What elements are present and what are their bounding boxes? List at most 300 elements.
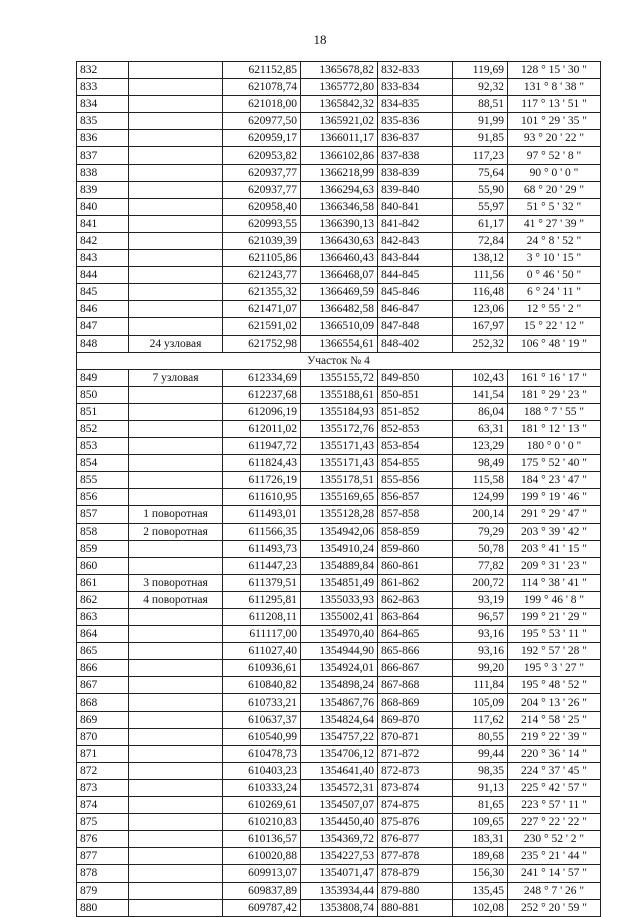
point-type-cell bbox=[129, 386, 223, 403]
point-number-cell: 877 bbox=[77, 848, 129, 865]
length-cell: 55,90 bbox=[453, 181, 508, 198]
y-coordinate-cell: 1366390,13 bbox=[301, 215, 378, 232]
y-coordinate-cell: 1366482,58 bbox=[301, 301, 378, 318]
point-number-cell: 869 bbox=[77, 711, 129, 728]
y-coordinate-cell: 1354227,53 bbox=[301, 848, 378, 865]
x-coordinate-cell: 620993,55 bbox=[223, 215, 301, 232]
length-cell: 99,20 bbox=[453, 660, 508, 677]
table-row bbox=[77, 728, 601, 745]
direction-angle-cell: 184 ° 23 ' 47 " bbox=[508, 472, 601, 489]
point-number-cell: 834 bbox=[77, 96, 129, 113]
length-cell: 138,12 bbox=[453, 250, 508, 267]
point-type-cell bbox=[129, 779, 223, 796]
y-coordinate-cell: 1355188,61 bbox=[301, 386, 378, 403]
length-cell: 86,04 bbox=[453, 403, 508, 420]
direction-angle-cell: 6 ° 24 ' 11 " bbox=[508, 284, 601, 301]
length-cell: 252,32 bbox=[453, 335, 508, 352]
point-number-cell: 845 bbox=[77, 284, 129, 301]
x-coordinate-cell: 611947,72 bbox=[223, 438, 301, 455]
length-cell: 102,08 bbox=[453, 899, 508, 916]
segment-cell: 879-880 bbox=[378, 882, 453, 899]
x-coordinate-cell: 611208,11 bbox=[223, 609, 301, 626]
y-coordinate-cell: 1354824,64 bbox=[301, 711, 378, 728]
segment-cell: 836-837 bbox=[378, 130, 453, 147]
coordinates-table bbox=[76, 61, 601, 917]
length-cell: 99,44 bbox=[453, 745, 508, 762]
segment-cell: 853-854 bbox=[378, 438, 453, 455]
x-coordinate-cell: 611726,19 bbox=[223, 472, 301, 489]
y-coordinate-cell: 1354924,01 bbox=[301, 660, 378, 677]
point-type-cell bbox=[129, 62, 223, 79]
direction-angle-cell: 93 ° 20 ' 22 " bbox=[508, 130, 601, 147]
point-type-cell: 2 поворотная bbox=[129, 523, 223, 540]
point-number-cell: 855 bbox=[77, 472, 129, 489]
point-number-cell: 861 bbox=[77, 574, 129, 591]
table-row bbox=[77, 797, 601, 814]
point-number-cell: 833 bbox=[77, 79, 129, 96]
x-coordinate-cell: 621018,00 bbox=[223, 96, 301, 113]
point-type-cell bbox=[129, 882, 223, 899]
table-row bbox=[77, 181, 601, 198]
table-row bbox=[77, 198, 601, 215]
point-type-cell bbox=[129, 79, 223, 96]
x-coordinate-cell: 610936,61 bbox=[223, 660, 301, 677]
point-number-cell: 849 bbox=[77, 369, 129, 386]
segment-cell: 846-847 bbox=[378, 301, 453, 318]
y-coordinate-cell: 1354867,76 bbox=[301, 694, 378, 711]
point-number-cell: 870 bbox=[77, 728, 129, 745]
table-row bbox=[77, 831, 601, 848]
point-type-cell bbox=[129, 250, 223, 267]
length-cell: 119,69 bbox=[453, 62, 508, 79]
point-type-cell bbox=[129, 438, 223, 455]
table-row bbox=[77, 540, 601, 557]
point-type-cell bbox=[129, 472, 223, 489]
x-coordinate-cell: 610136,57 bbox=[223, 831, 301, 848]
segment-cell: 869-870 bbox=[378, 711, 453, 728]
segment-cell: 865-866 bbox=[378, 643, 453, 660]
y-coordinate-cell: 1354507,07 bbox=[301, 797, 378, 814]
table-row bbox=[77, 403, 601, 420]
x-coordinate-cell: 612011,02 bbox=[223, 420, 301, 437]
y-coordinate-cell: 1365678,82 bbox=[301, 62, 378, 79]
point-number-cell: 839 bbox=[77, 181, 129, 198]
point-number-cell: 872 bbox=[77, 762, 129, 779]
y-coordinate-cell: 1354942,06 bbox=[301, 523, 378, 540]
table-row bbox=[77, 643, 601, 660]
point-number-cell: 835 bbox=[77, 113, 129, 130]
x-coordinate-cell: 610840,82 bbox=[223, 677, 301, 694]
point-number-cell: 841 bbox=[77, 215, 129, 232]
point-type-cell bbox=[129, 540, 223, 557]
length-cell: 117,62 bbox=[453, 711, 508, 728]
point-type-cell: 3 поворотная bbox=[129, 574, 223, 591]
point-number-cell: 873 bbox=[77, 779, 129, 796]
length-cell: 96,57 bbox=[453, 609, 508, 626]
y-coordinate-cell: 1354071,47 bbox=[301, 865, 378, 882]
point-number-cell: 838 bbox=[77, 164, 129, 181]
point-number-cell: 868 bbox=[77, 694, 129, 711]
point-type-cell bbox=[129, 694, 223, 711]
point-type-cell bbox=[129, 96, 223, 113]
x-coordinate-cell: 620937,77 bbox=[223, 164, 301, 181]
y-coordinate-cell: 1355171,43 bbox=[301, 455, 378, 472]
segment-cell: 833-834 bbox=[378, 79, 453, 96]
point-number-cell: 875 bbox=[77, 814, 129, 831]
x-coordinate-cell: 621243,77 bbox=[223, 267, 301, 284]
table-row bbox=[77, 284, 601, 301]
direction-angle-cell: 97 ° 52 ' 8 " bbox=[508, 147, 601, 164]
y-coordinate-cell: 1366554,61 bbox=[301, 335, 378, 352]
point-type-cell bbox=[129, 899, 223, 916]
segment-cell: 850-851 bbox=[378, 386, 453, 403]
table-row bbox=[77, 574, 601, 591]
point-type-cell bbox=[129, 711, 223, 728]
x-coordinate-cell: 621152,85 bbox=[223, 62, 301, 79]
segment-cell: 838-839 bbox=[378, 164, 453, 181]
length-cell: 63,31 bbox=[453, 420, 508, 437]
segment-cell: 840-841 bbox=[378, 198, 453, 215]
table-row bbox=[77, 335, 601, 352]
segment-cell: 855-856 bbox=[378, 472, 453, 489]
segment-cell: 880-881 bbox=[378, 899, 453, 916]
direction-angle-cell: 248 ° 7 ' 26 " bbox=[508, 882, 601, 899]
x-coordinate-cell: 620958,40 bbox=[223, 198, 301, 215]
point-type-cell bbox=[129, 609, 223, 626]
direction-angle-cell: 128 ° 15 ' 30 " bbox=[508, 62, 601, 79]
segment-cell: 860-861 bbox=[378, 557, 453, 574]
y-coordinate-cell: 1366469,59 bbox=[301, 284, 378, 301]
length-cell: 102,43 bbox=[453, 369, 508, 386]
table-row bbox=[77, 79, 601, 96]
segment-cell: 863-864 bbox=[378, 609, 453, 626]
direction-angle-cell: 114 ° 38 ' 41 " bbox=[508, 574, 601, 591]
x-coordinate-cell: 611610,95 bbox=[223, 489, 301, 506]
segment-cell: 849-850 bbox=[378, 369, 453, 386]
length-cell: 91,85 bbox=[453, 130, 508, 147]
point-number-cell: 847 bbox=[77, 318, 129, 335]
segment-cell: 858-859 bbox=[378, 523, 453, 540]
point-number-cell: 862 bbox=[77, 591, 129, 608]
table-row bbox=[77, 523, 601, 540]
length-cell: 141,54 bbox=[453, 386, 508, 403]
x-coordinate-cell: 610540,99 bbox=[223, 728, 301, 745]
direction-angle-cell: 241 ° 14 ' 57 " bbox=[508, 865, 601, 882]
direction-angle-cell: 180 ° 0 ' 0 " bbox=[508, 438, 601, 455]
table-row bbox=[77, 814, 601, 831]
x-coordinate-cell: 609787,42 bbox=[223, 899, 301, 916]
length-cell: 55,97 bbox=[453, 198, 508, 215]
x-coordinate-cell: 612237,68 bbox=[223, 386, 301, 403]
segment-cell: 851-852 bbox=[378, 403, 453, 420]
point-type-cell bbox=[129, 848, 223, 865]
table-row bbox=[77, 591, 601, 608]
segment-cell: 839-840 bbox=[378, 181, 453, 198]
x-coordinate-cell: 610478,73 bbox=[223, 745, 301, 762]
direction-angle-cell: 188 ° 7 ' 55 " bbox=[508, 403, 601, 420]
x-coordinate-cell: 611117,00 bbox=[223, 626, 301, 643]
point-type-cell bbox=[129, 301, 223, 318]
x-coordinate-cell: 610269,61 bbox=[223, 797, 301, 814]
length-cell: 61,17 bbox=[453, 215, 508, 232]
direction-angle-cell: 181 ° 12 ' 13 " bbox=[508, 420, 601, 437]
segment-cell: 862-863 bbox=[378, 591, 453, 608]
direction-angle-cell: 161 ° 16 ' 17 " bbox=[508, 369, 601, 386]
length-cell: 98,35 bbox=[453, 762, 508, 779]
point-type-cell bbox=[129, 181, 223, 198]
length-cell: 81,65 bbox=[453, 797, 508, 814]
segment-cell: 857-858 bbox=[378, 506, 453, 523]
table-row bbox=[77, 62, 601, 79]
point-type-cell bbox=[129, 403, 223, 420]
y-coordinate-cell: 1365921,02 bbox=[301, 113, 378, 130]
length-cell: 91,13 bbox=[453, 779, 508, 796]
direction-angle-cell: 230 ° 52 ' 2 " bbox=[508, 831, 601, 848]
point-number-cell: 842 bbox=[77, 232, 129, 249]
point-type-cell bbox=[129, 489, 223, 506]
point-type-cell bbox=[129, 113, 223, 130]
point-type-cell: 4 поворотная bbox=[129, 591, 223, 608]
table-row bbox=[77, 455, 601, 472]
table-row bbox=[77, 745, 601, 762]
point-number-cell: 851 bbox=[77, 403, 129, 420]
point-number-cell: 859 bbox=[77, 540, 129, 557]
table-row bbox=[77, 250, 601, 267]
point-number-cell: 832 bbox=[77, 62, 129, 79]
point-number-cell: 879 bbox=[77, 882, 129, 899]
x-coordinate-cell: 610333,24 bbox=[223, 779, 301, 796]
point-number-cell: 874 bbox=[77, 797, 129, 814]
length-cell: 183,31 bbox=[453, 831, 508, 848]
y-coordinate-cell: 1354898,24 bbox=[301, 677, 378, 694]
length-cell: 92,32 bbox=[453, 79, 508, 96]
direction-angle-cell: 203 ° 41 ' 15 " bbox=[508, 540, 601, 557]
point-type-cell bbox=[129, 420, 223, 437]
point-number-cell: 863 bbox=[77, 609, 129, 626]
table-row bbox=[77, 267, 601, 284]
direction-angle-cell: 195 ° 48 ' 52 " bbox=[508, 677, 601, 694]
x-coordinate-cell: 611824,43 bbox=[223, 455, 301, 472]
point-type-cell bbox=[129, 626, 223, 643]
y-coordinate-cell: 1354851,49 bbox=[301, 574, 378, 591]
y-coordinate-cell: 1354910,24 bbox=[301, 540, 378, 557]
segment-cell: 854-855 bbox=[378, 455, 453, 472]
direction-angle-cell: 15 ° 22 ' 12 " bbox=[508, 318, 601, 335]
length-cell: 116,48 bbox=[453, 284, 508, 301]
table-row bbox=[77, 147, 601, 164]
point-number-cell: 871 bbox=[77, 745, 129, 762]
direction-angle-cell: 101 ° 29 ' 35 " bbox=[508, 113, 601, 130]
y-coordinate-cell: 1366011,17 bbox=[301, 130, 378, 147]
table-row bbox=[77, 96, 601, 113]
length-cell: 124,99 bbox=[453, 489, 508, 506]
point-type-cell bbox=[129, 130, 223, 147]
segment-cell: 871-872 bbox=[378, 745, 453, 762]
point-number-cell: 865 bbox=[77, 643, 129, 660]
table-row bbox=[77, 848, 601, 865]
x-coordinate-cell: 610637,37 bbox=[223, 711, 301, 728]
segment-cell: 874-875 bbox=[378, 797, 453, 814]
point-number-cell: 853 bbox=[77, 438, 129, 455]
direction-angle-cell: 24 ° 8 ' 52 " bbox=[508, 232, 601, 249]
point-number-cell: 878 bbox=[77, 865, 129, 882]
x-coordinate-cell: 621355,32 bbox=[223, 284, 301, 301]
segment-cell: 877-878 bbox=[378, 848, 453, 865]
direction-angle-cell: 41 ° 27 ' 39 " bbox=[508, 215, 601, 232]
segment-cell: 876-877 bbox=[378, 831, 453, 848]
point-number-cell: 852 bbox=[77, 420, 129, 437]
length-cell: 117,23 bbox=[453, 147, 508, 164]
y-coordinate-cell: 1354970,40 bbox=[301, 626, 378, 643]
x-coordinate-cell: 620977,50 bbox=[223, 113, 301, 130]
x-coordinate-cell: 609837,89 bbox=[223, 882, 301, 899]
table-row bbox=[77, 489, 601, 506]
point-type-cell: 24 узловая bbox=[129, 335, 223, 352]
length-cell: 111,56 bbox=[453, 267, 508, 284]
length-cell: 200,72 bbox=[453, 574, 508, 591]
length-cell: 200,14 bbox=[453, 506, 508, 523]
point-number-cell: 858 bbox=[77, 523, 129, 540]
direction-angle-cell: 252 ° 20 ' 59 " bbox=[508, 899, 601, 916]
direction-angle-cell: 214 ° 58 ' 25 " bbox=[508, 711, 601, 728]
segment-cell: 875-876 bbox=[378, 814, 453, 831]
direction-angle-cell: 195 ° 3 ' 27 " bbox=[508, 660, 601, 677]
point-type-cell bbox=[129, 728, 223, 745]
segment-cell: 856-857 bbox=[378, 489, 453, 506]
point-type-cell bbox=[129, 232, 223, 249]
length-cell: 123,06 bbox=[453, 301, 508, 318]
point-type-cell bbox=[129, 643, 223, 660]
y-coordinate-cell: 1354641,40 bbox=[301, 762, 378, 779]
segment-cell: 841-842 bbox=[378, 215, 453, 232]
y-coordinate-cell: 1353934,44 bbox=[301, 882, 378, 899]
table-row bbox=[77, 369, 601, 386]
point-type-cell bbox=[129, 215, 223, 232]
x-coordinate-cell: 611447,23 bbox=[223, 557, 301, 574]
direction-angle-cell: 192 ° 57 ' 28 " bbox=[508, 643, 601, 660]
segment-cell: 837-838 bbox=[378, 147, 453, 164]
point-type-cell bbox=[129, 831, 223, 848]
length-cell: 111,84 bbox=[453, 677, 508, 694]
segment-cell: 864-865 bbox=[378, 626, 453, 643]
segment-cell: 852-853 bbox=[378, 420, 453, 437]
segment-cell: 870-871 bbox=[378, 728, 453, 745]
x-coordinate-cell: 621471,07 bbox=[223, 301, 301, 318]
y-coordinate-cell: 1366102,86 bbox=[301, 147, 378, 164]
length-cell: 93,19 bbox=[453, 591, 508, 608]
length-cell: 115,58 bbox=[453, 472, 508, 489]
x-coordinate-cell: 610733,21 bbox=[223, 694, 301, 711]
y-coordinate-cell: 1354369,72 bbox=[301, 831, 378, 848]
table-row bbox=[77, 438, 601, 455]
point-type-cell bbox=[129, 284, 223, 301]
point-type-cell bbox=[129, 865, 223, 882]
point-type-cell: 7 узловая bbox=[129, 369, 223, 386]
table-row bbox=[77, 318, 601, 335]
length-cell: 72,84 bbox=[453, 232, 508, 249]
y-coordinate-cell: 1365842,32 bbox=[301, 96, 378, 113]
y-coordinate-cell: 1354944,90 bbox=[301, 643, 378, 660]
point-number-cell: 860 bbox=[77, 557, 129, 574]
y-coordinate-cell: 1355171,43 bbox=[301, 438, 378, 455]
point-type-cell bbox=[129, 267, 223, 284]
point-number-cell: 854 bbox=[77, 455, 129, 472]
length-cell: 123,29 bbox=[453, 438, 508, 455]
segment-cell: 873-874 bbox=[378, 779, 453, 796]
x-coordinate-cell: 612334,69 bbox=[223, 369, 301, 386]
table-row bbox=[77, 711, 601, 728]
direction-angle-cell: 219 ° 22 ' 39 " bbox=[508, 728, 601, 745]
segment-cell: 832-833 bbox=[378, 62, 453, 79]
point-type-cell bbox=[129, 557, 223, 574]
point-number-cell: 850 bbox=[77, 386, 129, 403]
x-coordinate-cell: 621078,74 bbox=[223, 79, 301, 96]
x-coordinate-cell: 621591,02 bbox=[223, 318, 301, 335]
direction-angle-cell: 117 ° 13 ' 51 " bbox=[508, 96, 601, 113]
point-type-cell bbox=[129, 814, 223, 831]
length-cell: 105,09 bbox=[453, 694, 508, 711]
coordinates-table-body bbox=[77, 62, 601, 917]
x-coordinate-cell: 621039,39 bbox=[223, 232, 301, 249]
y-coordinate-cell: 1355178,51 bbox=[301, 472, 378, 489]
length-cell: 80,55 bbox=[453, 728, 508, 745]
direction-angle-cell: 68 ° 20 ' 29 " bbox=[508, 181, 601, 198]
y-coordinate-cell: 1355002,41 bbox=[301, 609, 378, 626]
segment-cell: 859-860 bbox=[378, 540, 453, 557]
x-coordinate-cell: 610020,88 bbox=[223, 848, 301, 865]
point-number-cell: 837 bbox=[77, 147, 129, 164]
segment-cell: 843-844 bbox=[378, 250, 453, 267]
x-coordinate-cell: 621752,98 bbox=[223, 335, 301, 352]
point-type-cell bbox=[129, 660, 223, 677]
y-coordinate-cell: 1355169,65 bbox=[301, 489, 378, 506]
length-cell: 98,49 bbox=[453, 455, 508, 472]
direction-angle-cell: 220 ° 36 ' 14 " bbox=[508, 745, 601, 762]
x-coordinate-cell: 611566,35 bbox=[223, 523, 301, 540]
segment-cell: 842-843 bbox=[378, 232, 453, 249]
y-coordinate-cell: 1355155,72 bbox=[301, 369, 378, 386]
direction-angle-cell: 224 ° 37 ' 45 " bbox=[508, 762, 601, 779]
direction-angle-cell: 199 ° 46 ' 8 " bbox=[508, 591, 601, 608]
point-type-cell bbox=[129, 164, 223, 181]
table-row bbox=[77, 694, 601, 711]
point-type-cell bbox=[129, 147, 223, 164]
point-type-cell: 1 поворотная bbox=[129, 506, 223, 523]
table-row bbox=[77, 677, 601, 694]
y-coordinate-cell: 1366294,63 bbox=[301, 181, 378, 198]
point-number-cell: 840 bbox=[77, 198, 129, 215]
point-number-cell: 867 bbox=[77, 677, 129, 694]
y-coordinate-cell: 1355172,76 bbox=[301, 420, 378, 437]
length-cell: 75,64 bbox=[453, 164, 508, 181]
point-type-cell bbox=[129, 797, 223, 814]
x-coordinate-cell: 620959,17 bbox=[223, 130, 301, 147]
table-row bbox=[77, 660, 601, 677]
y-coordinate-cell: 1354757,22 bbox=[301, 728, 378, 745]
x-coordinate-cell: 611295,81 bbox=[223, 591, 301, 608]
length-cell: 156,30 bbox=[453, 865, 508, 882]
length-cell: 79,29 bbox=[453, 523, 508, 540]
table-row bbox=[77, 865, 601, 882]
point-number-cell: 844 bbox=[77, 267, 129, 284]
segment-cell: 848-402 bbox=[378, 335, 453, 352]
table-row bbox=[77, 899, 601, 916]
y-coordinate-cell: 1366430,63 bbox=[301, 232, 378, 249]
table-row bbox=[77, 130, 601, 147]
length-cell: 135,45 bbox=[453, 882, 508, 899]
direction-angle-cell: 181 ° 29 ' 23 " bbox=[508, 386, 601, 403]
x-coordinate-cell: 620937,77 bbox=[223, 181, 301, 198]
